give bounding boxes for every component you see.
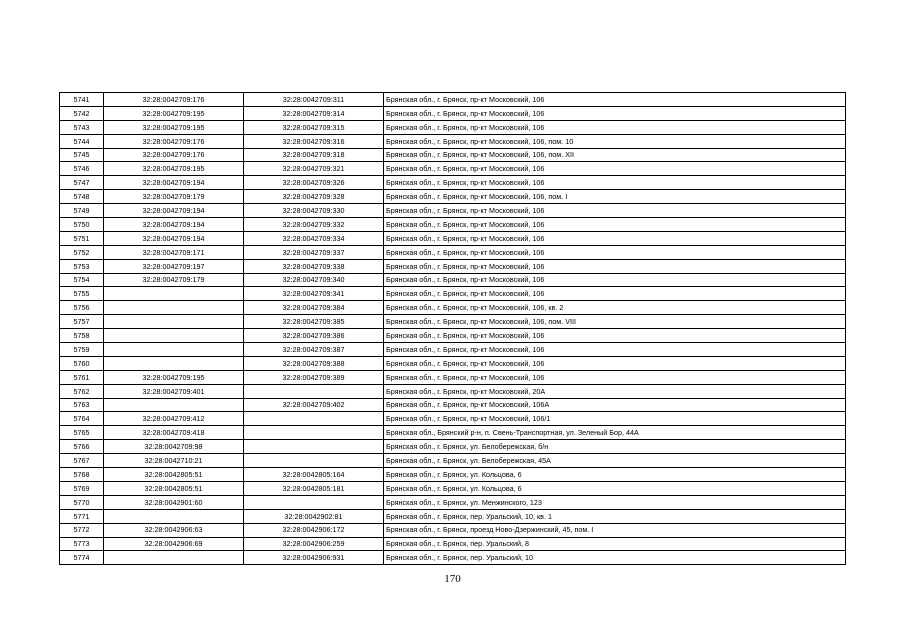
previous-cadastral-number-cell: 32:28:0042709:401 xyxy=(104,384,244,398)
previous-cadastral-number-cell: 32:28:0042709:197 xyxy=(104,259,244,273)
table-row xyxy=(60,343,846,357)
table-row xyxy=(60,287,846,301)
row-number-cell: 5744 xyxy=(60,134,104,148)
row-number-cell: 5771 xyxy=(60,509,104,523)
address-cell: Брянская обл., г. Брянск, пр-кт Московский, 106 xyxy=(384,218,846,232)
address-cell: Брянская обл., г. Брянск, пр-кт Московский, 106 xyxy=(384,370,846,384)
previous-cadastral-number-cell: 32:28:0042709:195 xyxy=(104,162,244,176)
previous-cadastral-number-cell: 32:28:0042709:98 xyxy=(104,440,244,454)
table-row xyxy=(60,329,846,343)
cadastral-number-cell: 32:28:0042709:387 xyxy=(244,343,384,357)
previous-cadastral-number-cell xyxy=(104,287,244,301)
row-number-cell: 5745 xyxy=(60,148,104,162)
table-row xyxy=(60,148,846,162)
cadastral-number-cell: 32:28:0042902:81 xyxy=(244,509,384,523)
table-row xyxy=(60,412,846,426)
row-number-cell: 5741 xyxy=(60,93,104,107)
address-cell: Брянская обл., г. Брянск, пр-кт Московский, 106, кв. 2 xyxy=(384,301,846,315)
previous-cadastral-number-cell: 32:28:0042709:194 xyxy=(104,176,244,190)
address-cell: Брянская обл., г. Брянск, пр-кт Московский, 106 xyxy=(384,106,846,120)
cadastral-number-cell: 32:28:0042709:385 xyxy=(244,315,384,329)
table-body xyxy=(60,93,846,565)
table-row xyxy=(60,273,846,287)
cadastral-number-cell: 32:28:0042709:314 xyxy=(244,106,384,120)
previous-cadastral-number-cell: 32:28:0042709:195 xyxy=(104,120,244,134)
cadastral-number-cell: 32:28:0042709:316 xyxy=(244,134,384,148)
cadastral-number-cell: 32:28:0042906:259 xyxy=(244,537,384,551)
row-number-cell: 5742 xyxy=(60,106,104,120)
address-cell: Брянская обл., г. Брянск, ул. Менжинского, 123 xyxy=(384,495,846,509)
row-number-cell: 5754 xyxy=(60,273,104,287)
row-number-cell: 5765 xyxy=(60,426,104,440)
address-cell: Брянская обл., Брянский р-н, п. Свень-Транспортная, ул. Зеленый Бор, 44А xyxy=(384,426,846,440)
table-row xyxy=(60,551,846,565)
address-cell: Брянская обл., г. Брянск, пр-кт Московский, 106, пом. I xyxy=(384,190,846,204)
row-number-cell: 5761 xyxy=(60,370,104,384)
previous-cadastral-number-cell: 32:28:0042805:51 xyxy=(104,481,244,495)
cadastral-number-cell: 32:28:0042709:311 xyxy=(244,93,384,107)
address-cell: Брянская обл., г. Брянск, пр-кт Московский, 106, пом. 10 xyxy=(384,134,846,148)
cadastral-number-cell: 32:28:0042709:338 xyxy=(244,259,384,273)
table-row xyxy=(60,218,846,232)
address-cell: Брянская обл., г. Брянск, пр-кт Московский, 106 xyxy=(384,329,846,343)
table-row xyxy=(60,370,846,384)
previous-cadastral-number-cell: 32:28:0042709:194 xyxy=(104,231,244,245)
row-number-cell: 5749 xyxy=(60,204,104,218)
address-cell: Брянская обл., г. Брянск, пр-кт Московский, 106 xyxy=(384,93,846,107)
previous-cadastral-number-cell: 32:28:0042709:176 xyxy=(104,134,244,148)
address-cell: Брянская обл., г. Брянск, пр-кт Московский, 106 xyxy=(384,259,846,273)
row-number-cell: 5770 xyxy=(60,495,104,509)
cadastral-number-cell xyxy=(244,495,384,509)
table-row xyxy=(60,245,846,259)
address-cell: Брянская обл., г. Брянск, пер. Уральский, 8 xyxy=(384,537,846,551)
previous-cadastral-number-cell: 32:28:0042709:195 xyxy=(104,370,244,384)
cadastral-number-cell: 32:28:0042906:172 xyxy=(244,523,384,537)
row-number-cell: 5755 xyxy=(60,287,104,301)
address-cell: Брянская обл., г. Брянск, пр-кт Московский, 106А xyxy=(384,398,846,412)
table-row xyxy=(60,315,846,329)
page-number: 170 xyxy=(444,573,461,585)
table-row xyxy=(60,176,846,190)
address-cell: Брянская обл., г. Брянск, пр-кт Московский, 106, пом. VIII xyxy=(384,315,846,329)
cadastral-number-cell: 32:28:0042709:386 xyxy=(244,329,384,343)
cadastral-number-cell xyxy=(244,426,384,440)
cadastral-number-cell: 32:28:0042709:389 xyxy=(244,370,384,384)
previous-cadastral-number-cell xyxy=(104,315,244,329)
cadastral-number-cell: 32:28:0042709:318 xyxy=(244,148,384,162)
address-cell: Брянская обл., г. Брянск, пр-кт Московский, 106 xyxy=(384,162,846,176)
previous-cadastral-number-cell: 32:28:0042710:21 xyxy=(104,454,244,468)
table-row xyxy=(60,120,846,134)
cadastral-number-cell: 32:28:0042709:334 xyxy=(244,231,384,245)
row-number-cell: 5751 xyxy=(60,231,104,245)
row-number-cell: 5750 xyxy=(60,218,104,232)
address-cell: Брянская обл., г. Брянск, ул. Белобережская, б/н xyxy=(384,440,846,454)
table-row xyxy=(60,537,846,551)
cadastral-number-cell: 32:28:0042709:328 xyxy=(244,190,384,204)
cadastral-number-cell xyxy=(244,454,384,468)
table-row xyxy=(60,495,846,509)
row-number-cell: 5758 xyxy=(60,329,104,343)
previous-cadastral-number-cell: 32:28:0042709:194 xyxy=(104,218,244,232)
previous-cadastral-number-cell xyxy=(104,551,244,565)
cadastral-number-cell: 32:28:0042709:321 xyxy=(244,162,384,176)
table-row xyxy=(60,204,846,218)
table-row xyxy=(60,454,846,468)
cadastral-number-cell xyxy=(244,384,384,398)
cadastral-number-cell: 32:28:0042709:388 xyxy=(244,356,384,370)
address-cell: Брянская обл., г. Брянск, пер. Уральский, 10, кв. 1 xyxy=(384,509,846,523)
table-row xyxy=(60,134,846,148)
table-row xyxy=(60,398,846,412)
previous-cadastral-number-cell: 32:28:0042709:179 xyxy=(104,273,244,287)
cadastral-register-table xyxy=(59,92,846,565)
cadastral-number-cell: 32:28:0042709:332 xyxy=(244,218,384,232)
address-cell: Брянская обл., г. Брянск, пр-кт Московский, 106 xyxy=(384,356,846,370)
previous-cadastral-number-cell: 32:28:0042906:69 xyxy=(104,537,244,551)
row-number-cell: 5763 xyxy=(60,398,104,412)
previous-cadastral-number-cell: 32:28:0042709:171 xyxy=(104,245,244,259)
table-row xyxy=(60,440,846,454)
row-number-cell: 5748 xyxy=(60,190,104,204)
table-row xyxy=(60,162,846,176)
address-cell: Брянская обл., г. Брянск, пр-кт Московский, 106, пом. XII xyxy=(384,148,846,162)
address-cell: Брянская обл., г. Брянск, пер. Уральский, 10 xyxy=(384,551,846,565)
previous-cadastral-number-cell: 32:28:0042709:412 xyxy=(104,412,244,426)
cadastral-number-cell: 32:28:0042805:181 xyxy=(244,481,384,495)
cadastral-number-cell: 32:28:0042709:402 xyxy=(244,398,384,412)
previous-cadastral-number-cell: 32:28:0042805:51 xyxy=(104,468,244,482)
table-row xyxy=(60,259,846,273)
table-row xyxy=(60,509,846,523)
row-number-cell: 5772 xyxy=(60,523,104,537)
cadastral-number-cell: 32:28:0042709:315 xyxy=(244,120,384,134)
row-number-cell: 5774 xyxy=(60,551,104,565)
previous-cadastral-number-cell xyxy=(104,343,244,357)
row-number-cell: 5764 xyxy=(60,412,104,426)
row-number-cell: 5747 xyxy=(60,176,104,190)
address-cell: Брянская обл., г. Брянск, пр-кт Московский, 106 xyxy=(384,176,846,190)
row-number-cell: 5753 xyxy=(60,259,104,273)
row-number-cell: 5759 xyxy=(60,343,104,357)
row-number-cell: 5769 xyxy=(60,481,104,495)
previous-cadastral-number-cell: 32:28:0042709:194 xyxy=(104,204,244,218)
row-number-cell: 5767 xyxy=(60,454,104,468)
row-number-cell: 5743 xyxy=(60,120,104,134)
cadastral-number-cell: 32:28:0042906:931 xyxy=(244,551,384,565)
row-number-cell: 5756 xyxy=(60,301,104,315)
address-cell: Брянская обл., г. Брянск, пр-кт Московский, 106/1 xyxy=(384,412,846,426)
cadastral-number-cell xyxy=(244,440,384,454)
table-row xyxy=(60,481,846,495)
previous-cadastral-number-cell: 32:28:0042709:176 xyxy=(104,148,244,162)
address-cell: Брянская обл., г. Брянск, пр-кт Московский, 106 xyxy=(384,343,846,357)
previous-cadastral-number-cell: 32:28:0042709:179 xyxy=(104,190,244,204)
table-row xyxy=(60,231,846,245)
address-cell: Брянская обл., г. Брянск, пр-кт Московский, 106 xyxy=(384,231,846,245)
row-number-cell: 5746 xyxy=(60,162,104,176)
previous-cadastral-number-cell xyxy=(104,509,244,523)
cadastral-number-cell: 32:28:0042709:337 xyxy=(244,245,384,259)
table-row xyxy=(60,301,846,315)
row-number-cell: 5760 xyxy=(60,356,104,370)
previous-cadastral-number-cell: 32:28:0042709:195 xyxy=(104,106,244,120)
cadastral-number-cell: 32:28:0042709:340 xyxy=(244,273,384,287)
cadastral-number-cell: 32:28:0042709:384 xyxy=(244,301,384,315)
address-cell: Брянская обл., г. Брянск, проезд Ново-Дзержинский, 45, пом. I xyxy=(384,523,846,537)
address-cell: Брянская обл., г. Брянск, пр-кт Московский, 106 xyxy=(384,273,846,287)
row-number-cell: 5757 xyxy=(60,315,104,329)
table-row xyxy=(60,356,846,370)
table-row xyxy=(60,426,846,440)
row-number-cell: 5773 xyxy=(60,537,104,551)
row-number-cell: 5752 xyxy=(60,245,104,259)
address-cell: Брянская обл., г. Брянск, ул. Белобережская, 45А xyxy=(384,454,846,468)
previous-cadastral-number-cell xyxy=(104,398,244,412)
row-number-cell: 5768 xyxy=(60,468,104,482)
previous-cadastral-number-cell xyxy=(104,329,244,343)
address-cell: Брянская обл., г. Брянск, ул. Кольцова, 6 xyxy=(384,481,846,495)
table-row xyxy=(60,106,846,120)
table-row xyxy=(60,468,846,482)
previous-cadastral-number-cell: 32:28:0042906:63 xyxy=(104,523,244,537)
address-cell: Брянская обл., г. Брянск, пр-кт Московский, 106 xyxy=(384,204,846,218)
previous-cadastral-number-cell xyxy=(104,356,244,370)
previous-cadastral-number-cell: 32:28:0042709:418 xyxy=(104,426,244,440)
address-cell: Брянская обл., г. Брянск, пр-кт Московский, 106 xyxy=(384,287,846,301)
row-number-cell: 5762 xyxy=(60,384,104,398)
previous-cadastral-number-cell xyxy=(104,301,244,315)
table-row xyxy=(60,523,846,537)
address-cell: Брянская обл., г. Брянск, ул. Кольцова, 6 xyxy=(384,468,846,482)
cadastral-number-cell: 32:28:0042709:341 xyxy=(244,287,384,301)
table-row xyxy=(60,190,846,204)
cadastral-number-cell: 32:28:0042709:330 xyxy=(244,204,384,218)
address-cell: Брянская обл., г. Брянск, пр-кт Московский, 106 xyxy=(384,245,846,259)
previous-cadastral-number-cell: 32:28:0042901:60 xyxy=(104,495,244,509)
cadastral-number-cell xyxy=(244,412,384,426)
table-row xyxy=(60,93,846,107)
address-cell: Брянская обл., г. Брянск, пр-кт Московский, 106 xyxy=(384,120,846,134)
address-cell: Брянская обл., г. Брянск, пр-кт Московский, 20А xyxy=(384,384,846,398)
previous-cadastral-number-cell: 32:28:0042709:176 xyxy=(104,93,244,107)
cadastral-number-cell: 32:28:0042805:164 xyxy=(244,468,384,482)
table-row xyxy=(60,384,846,398)
cadastral-number-cell: 32:28:0042709:326 xyxy=(244,176,384,190)
row-number-cell: 5766 xyxy=(60,440,104,454)
